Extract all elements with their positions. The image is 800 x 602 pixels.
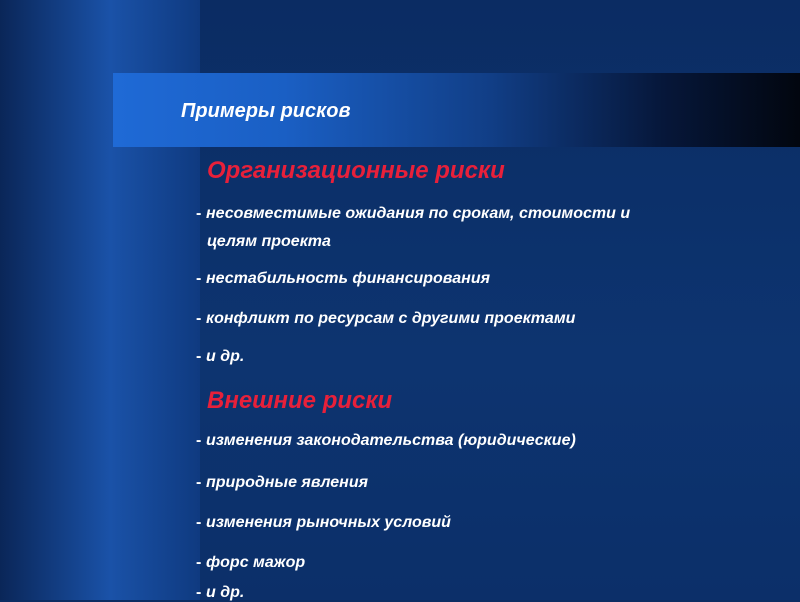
list-item-text: изменения законодательства (юридические)	[206, 432, 576, 449]
bullet-dash: -	[196, 584, 202, 601]
list-item-text: и др.	[206, 584, 245, 601]
list-item-text: несовместимые ожидания по срокам, стоимости и	[206, 205, 631, 222]
bullet-dash: -	[196, 554, 202, 571]
list-item	[196, 584, 244, 602]
slide-title: Примеры рисков	[181, 100, 351, 122]
list-item-text: изменения рыночных условий	[206, 514, 451, 531]
list-item	[196, 474, 368, 492]
list-item	[196, 348, 244, 366]
list-item	[196, 205, 630, 223]
bullet-dash: -	[196, 310, 202, 327]
list-item	[196, 270, 490, 288]
list-item-text: природные явления	[206, 474, 369, 491]
list-item-text: нестабильность финансирования	[206, 270, 491, 287]
section-heading-external: Внешние риски	[207, 387, 393, 414]
section-heading-organizational: Организационные риски	[207, 157, 505, 184]
list-item-continuation: целям проекта	[207, 233, 331, 250]
bullet-dash: -	[196, 270, 202, 287]
bullet-dash: -	[196, 432, 202, 449]
list-item	[196, 514, 451, 532]
list-item-text: форс мажор	[206, 554, 306, 571]
bullet-dash: -	[196, 348, 202, 365]
list-item	[196, 432, 576, 450]
bullet-dash: -	[196, 474, 202, 491]
list-item	[196, 554, 305, 572]
bullet-dash: -	[196, 205, 202, 222]
list-item-text: и др.	[206, 348, 245, 365]
list-item-text: конфликт по ресурсам с другими проектами	[206, 310, 576, 327]
list-item	[196, 310, 575, 328]
bullet-dash: -	[196, 514, 202, 531]
